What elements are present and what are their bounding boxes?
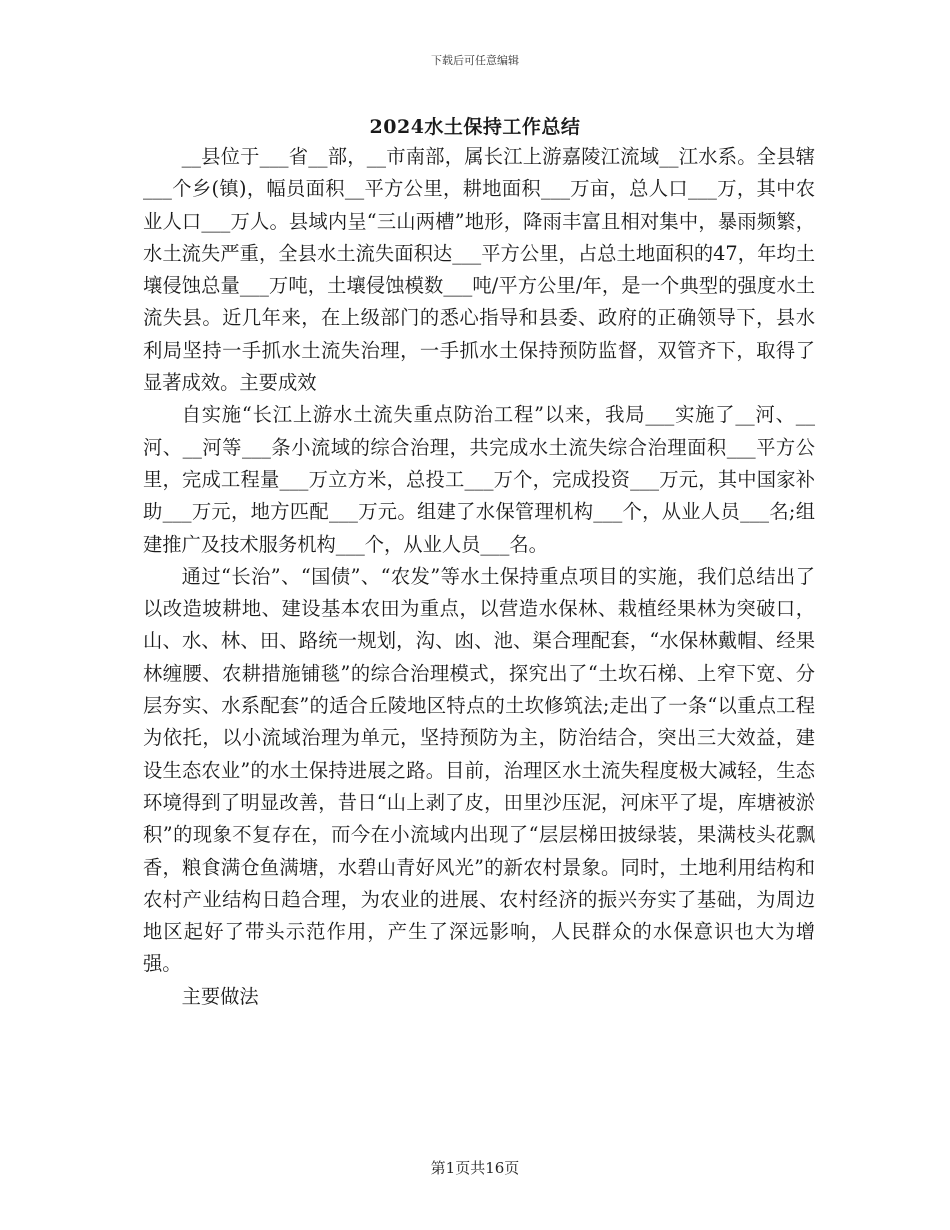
page-number: 第1页共16页: [430, 1159, 520, 1177]
document-title: 2024水土保持工作总结: [369, 116, 581, 138]
section-heading-main-practices: 主要做法: [181, 984, 259, 1008]
paragraph-overview: __县位于___省__部，__市南部，属长江上游嘉陵江流域__江水系。全县辖___个乡(镇)，幅员面积__平方公里，耕地面积___万亩，总人口___万，其中农业人口___万人。县域内呈“三山两槽”地形，降雨丰富且相对集中，暴雨频繁，水土流失严重，全县水土流失面积达___平方公里，占总土地面积的47，年均土壤侵蚀总量___万吨，土壤侵蚀模数___吨/平方公里/年，是一个典型的强度水土流失县。近几年来，在上级部门的悉心指导和县委、政府的正确领导下，县水利局坚持一手抓水土流失治理，一手抓水土保持预防监督，双管齐下，取得了显著成效。主要成效: [143, 145, 815, 395]
paragraph-governance-model: 通过“长治”、“国债”、“农发”等水土保持重点项目的实施，我们总结出了以改造坡耕地、建设基本农田为重点，以营造水保林、栽植经果林为突破口，山、水、林、田、路统一规划，沟、凼、池、渠合理配套，“水保林戴帽、经果林缠腰、农耕措施铺毯”的综合治理模式，探究出了“土坎石梯、上窄下宽、分层夯实、水系配套”的适合丘陵地区特点的土坎修筑法;走出了一条“以重点工程为依托，以小流域治理为单元，坚持预防为主，防治结合，突出三大效益，建设生态农业”的水土保持进展之路。目前，治理区水土流失程度极大减轻，生态环境得到了明显改善，昔日“山上剥了皮，田里沙压泥，河床平了堤，库塘被淤积”的现象不复存在，而今在小流域内出现了“层层梯田披绿装，果满枝头花飘香，粮食满仓鱼满塘，水碧山青好风光”的新农村景象。同时，土地利用结构和农村产业结构日趋合理，为农业的进展、农村经济的振兴夯实了基础，为周边地区起好了带头示范作用，产生了深远影响，人民群众的水保意识也大为增强。: [143, 564, 815, 976]
paragraph-achievements: 自实施“长江上游水土流失重点防治工程”以来，我局___实施了__河、__河、__河等___条小流域的综合治理，共完成水土流失综合治理面积___平方公里，完成工程量___万立方米，总投工___万个，完成投资___万元，其中国家补助___万元，地方匹配___万元。组建了水保管理机构___个，从业人员___名;组建推广及技术服务机构___个，从业人员___名。: [143, 403, 815, 556]
header-note: 下载后可任意编辑: [431, 54, 519, 67]
document-body: [143, 141, 815, 1013]
